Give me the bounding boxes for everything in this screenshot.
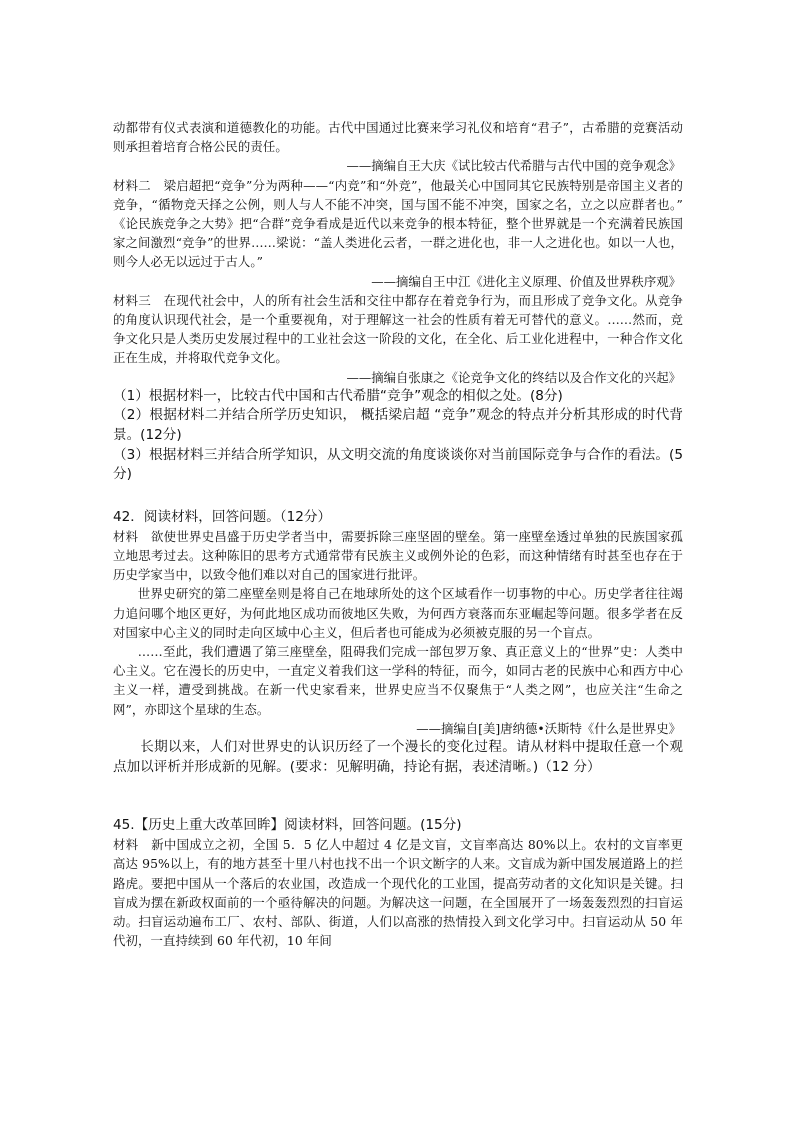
question-42-source: ——摘编自[美]唐纳德•沃斯特《什么是世界史》: [416, 720, 681, 736]
question-41-1: （1）根据材料一，比较古代中国和古代希腊“竞争”观念的相似之处。(8分): [113, 387, 563, 404]
question-41-3: （3）根据材料三并结合所学知识，从文明交流的角度谈谈你对当前国际竞争与合作的看法。(5分): [113, 446, 683, 483]
material-2: 材料二 梁启超把“竞争”分为两种——“内竞”和“外竞”，他最关心中国同其它民族特别是帝国主义者的竞争，“循物竞天择之公例，则人与人不能不冲突，国与国不能不冲突，国家之名，立之以应群者也。” 《论民族竞争之大势》把“合群”竞争看成是近代以来竞争的根本特征，整个世界就是一个充满着民族国家之间激烈“竞争”的世界……梁说：“盖人类进化云者，一群之进化也，非一人之进化也。如以一人也，则今人必无以远过于古人。”: [113, 177, 683, 270]
material-1-source: ——摘编自王大庆《试比较古代希腊与古代中国的竞争观念》: [346, 158, 681, 174]
material-3-source: ——摘编自张康之《论竞争文化的终结以及合作文化的兴起》: [346, 369, 681, 385]
question-42-material-p2: 世界史研究的第二座壁垒则是将自己在地球所处的这个区域看作一切事物的中心。历史学者往往竭力追问哪个地区更好，为何此地区成功而彼地区失败，为何西方衰落而东亚崛起等问题。很多学者在反对国家中心主义的同时走向区域中心主义，但后者也可能成为必须被克服的另一个盲点。: [113, 586, 683, 640]
question-41-2: （2）根据材料二并结合所学历史知识， 概括梁启超 “竞争”观念的特点并分析其形成的时代背景。(12分): [113, 407, 683, 444]
exam-page: [113, 118, 683, 950]
question-45-material: 材料 新中国成立之初，全国 5．5 亿人中超过 4 亿是文盲，文盲率高达 80%以上。农村的文盲率更高达 95%以上，有的地方甚至十里八村也找不出一个识文断字的人来。文盲成为新中国发展道路上的拦路虎。要把中国从一个落后的农业国，改造成一个现代化的工业国，提高劳动者的文化知识是关键。扫盲成为摆在新政权面前的一个亟待解决的问题。为解决这一问题，在全国展开了一场轰轰烈烈的扫盲运动。扫盲运动遍布工厂、农村、部队、街道，人们以高涨的热情投入到文化学习中。扫盲运动从 50 年代初，一直持续到 60 年代初，10 年间: [113, 837, 683, 949]
question-45-heading: 45.【历史上重大改革回眸】阅读材料，回答问题。(15分): [113, 817, 462, 834]
material-1-tail: 动都带有仪式表演和道德教化的功能。古代中国通过比赛来学习礼仪和培育“君子”，古希腊的竞赛活动则承担着培育合格公民的责任。: [113, 120, 683, 155]
material-3: 材料三 在现代社会中，人的所有社会生活和交往中都存在着竞争行为，而且形成了竞争文化。从竞争的角度认识现代社会，是一个重要视角，对于理解这一社会的性质有着无可替代的意义。……然而，竞争文化只是人类历史发展过程中的工业社会这一阶段的文化，在全化、后工业化进程中，一种合作文化正在生成，并将取代竞争文化。: [113, 292, 683, 366]
question-42-prompt: 长期以来，人们对世界史的认识历经了一个漫长的变化过程。请从材料中提取任意一个观点加以评析并形成新的见解。(要求：见解明确，持论有据，表述清晰。)（12 分）: [113, 739, 683, 775]
material-2-source: ——摘编自王中江《进化主义原理、价值及世界秩序观》: [371, 273, 681, 289]
question-42-heading: 42．阅读材料，回答问题。（12分）: [113, 508, 332, 525]
question-42-material-p3: ……至此，我们遭遇了第三座壁垒，阻碍我们完成一部包罗万象、真正意义上的“世界”史：人类中心主义。它在漫长的历史中，一直定义着我们这一学科的特征，而今，如同古老的民族中心和西方中心主义一样，遭受到挑战。在新一代史家看来，世界史应当不仅聚焦于“人类之网”，也应关注“生命之网”，亦即这个星球的生态。: [113, 644, 683, 717]
question-42-material-p1: 材料 欲使世界史昌盛于历史学者当中，需要拆除三座坚固的壁垒。第一座壁垒透过单独的民族国家孤立地思考过去。这种陈旧的思考方式通常带有民族主义或例外论的色彩，而这种情绪有时甚至也存在于历史学家当中，以致令他们难以对自己的国家进行批评。: [113, 528, 683, 583]
